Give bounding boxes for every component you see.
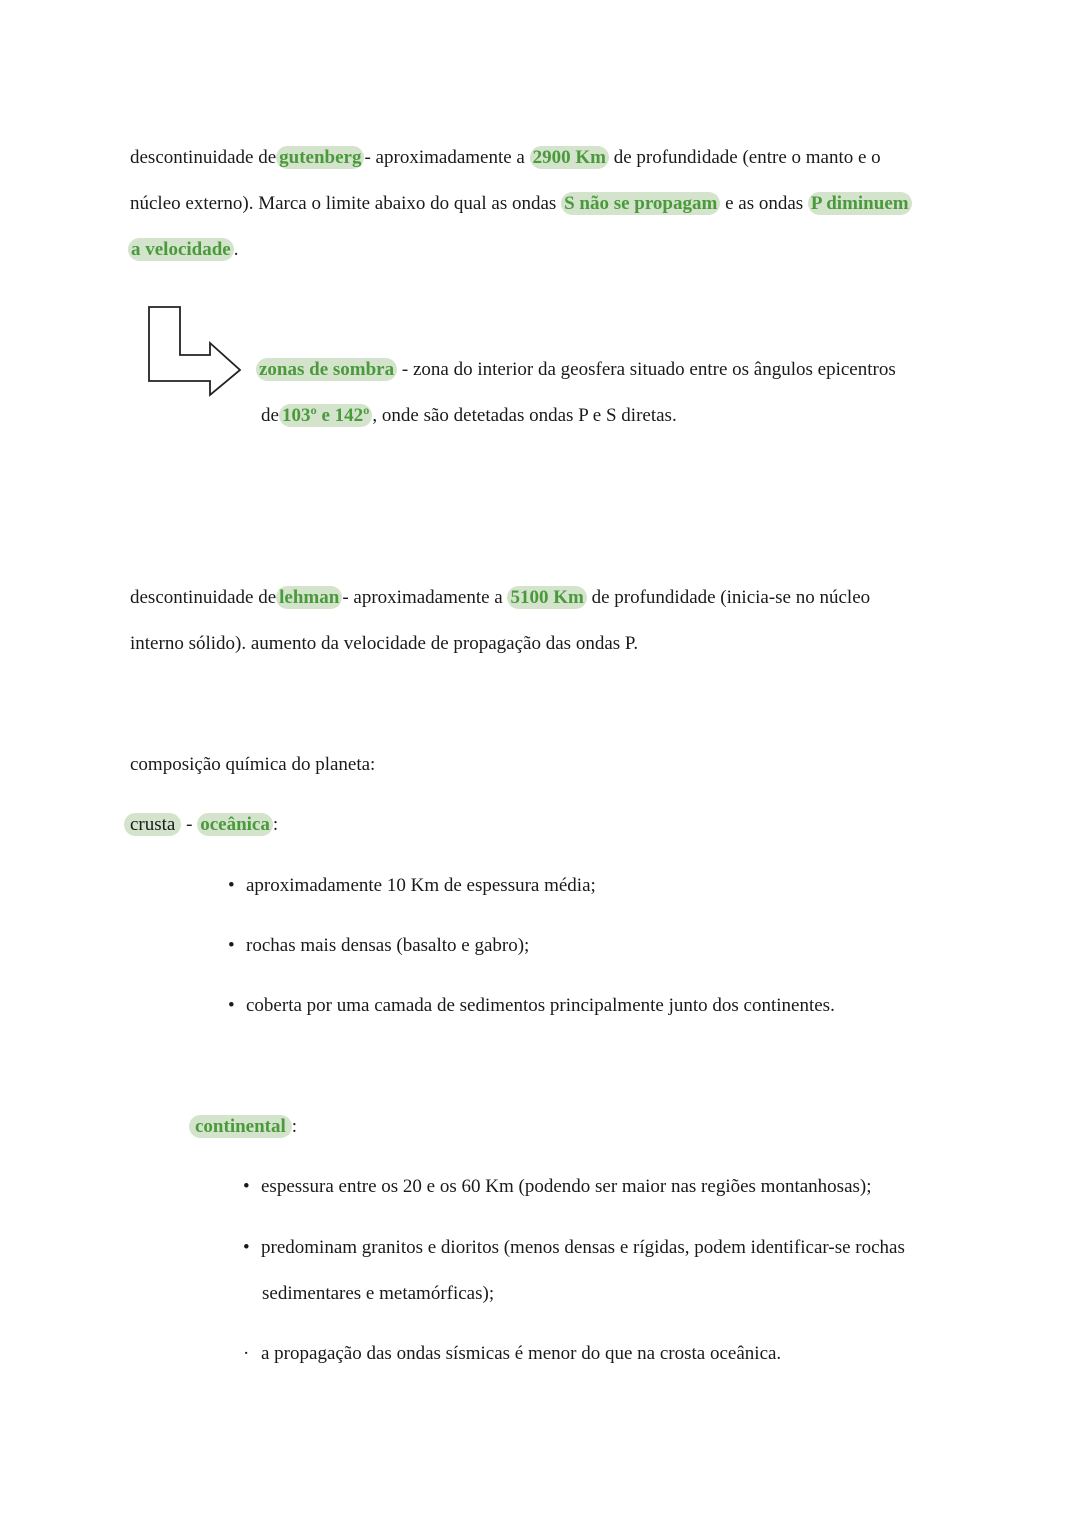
text: coberta por uma camada de sedimentos principalmente junto dos continentes. <box>246 995 835 1016</box>
bullet: • <box>243 1176 250 1197</box>
text: descontinuidade de <box>130 147 277 168</box>
highlight-oceanica: oceânica <box>197 813 273 836</box>
bullet: • <box>228 875 235 896</box>
highlight-continental: continental <box>189 1115 292 1138</box>
highlight-zonas-de-sombra: zonas de sombra <box>256 358 397 381</box>
sombra-line-1 <box>256 357 896 383</box>
text: - aproximadamente a <box>364 147 525 168</box>
bullet: • <box>228 995 235 1016</box>
text: de <box>261 405 279 426</box>
text: de profundidade (inicia-se no núcleo <box>591 587 871 608</box>
list-item <box>228 993 835 1019</box>
composicao-title <box>130 752 375 778</box>
gutenberg-line-1 <box>130 145 881 171</box>
highlight-lehman: lehman <box>276 586 342 609</box>
highlight-a-velocidade: a velocidade <box>128 238 234 261</box>
highlight-crusta: crusta <box>124 813 181 836</box>
text: : <box>291 1116 298 1137</box>
highlight-2900km: 2900 Km <box>530 146 609 169</box>
text: predominam granitos e dioritos (menos densas e rígidas, podem identificar-se rochas <box>261 1237 905 1258</box>
list-item-continuation <box>262 1281 494 1307</box>
continental-heading <box>189 1114 297 1140</box>
list-item <box>243 1341 781 1367</box>
text: descontinuidade de <box>130 587 277 608</box>
highlight-5100km: 5100 Km <box>507 586 586 609</box>
bullet: · <box>243 1343 250 1364</box>
text: sedimentares e metamórficas); <box>262 1283 495 1304</box>
bullet: • <box>243 1237 250 1258</box>
sombra-line-2 <box>261 403 677 429</box>
text: e as ondas <box>725 193 804 214</box>
text: de profundidade (entre o manto e o <box>613 147 881 168</box>
lehman-line-1 <box>130 585 870 611</box>
text: núcleo externo). Marca o limite abaixo do qual as ondas <box>130 193 557 214</box>
text: rochas mais densas (basalto e gabro); <box>246 935 530 956</box>
highlight-gutenberg: gutenberg <box>276 146 364 169</box>
text: aproximadamente 10 Km de espessura média; <box>246 875 596 896</box>
text: - <box>181 814 198 835</box>
highlight-p-diminuem: P diminuem <box>808 192 912 215</box>
arrow-right-icon <box>147 305 247 397</box>
list-item <box>243 1235 905 1261</box>
list-item <box>228 873 596 899</box>
text: espessura entre os 20 e os 60 Km (podendo ser maior nas regiões montanhosas); <box>261 1176 872 1197</box>
text: a propagação das ondas sísmicas é menor do que na crosta oceânica. <box>261 1343 782 1364</box>
lehman-line-2 <box>130 631 638 657</box>
crusta-heading <box>124 812 278 838</box>
list-item <box>228 933 529 959</box>
gutenberg-line-3 <box>128 237 239 263</box>
text: interno sólido). aumento da velocidade de propagação das ondas P. <box>130 633 639 654</box>
text: - zona do interior da geosfera situado entre os ângulos epicentros <box>397 359 896 380</box>
gutenberg-line-2 <box>130 191 912 217</box>
highlight-s-nao-propagam: S não se propagam <box>561 192 720 215</box>
text: composição química do planeta: <box>130 754 376 775</box>
text: . <box>233 239 239 260</box>
bullet: • <box>228 935 235 956</box>
text: : <box>272 814 279 835</box>
text: - aproximadamente a <box>342 587 503 608</box>
list-item <box>243 1174 872 1200</box>
highlight-angles: 103º e 142º <box>279 404 372 427</box>
text: , onde são detetadas ondas P e S diretas. <box>372 405 677 426</box>
